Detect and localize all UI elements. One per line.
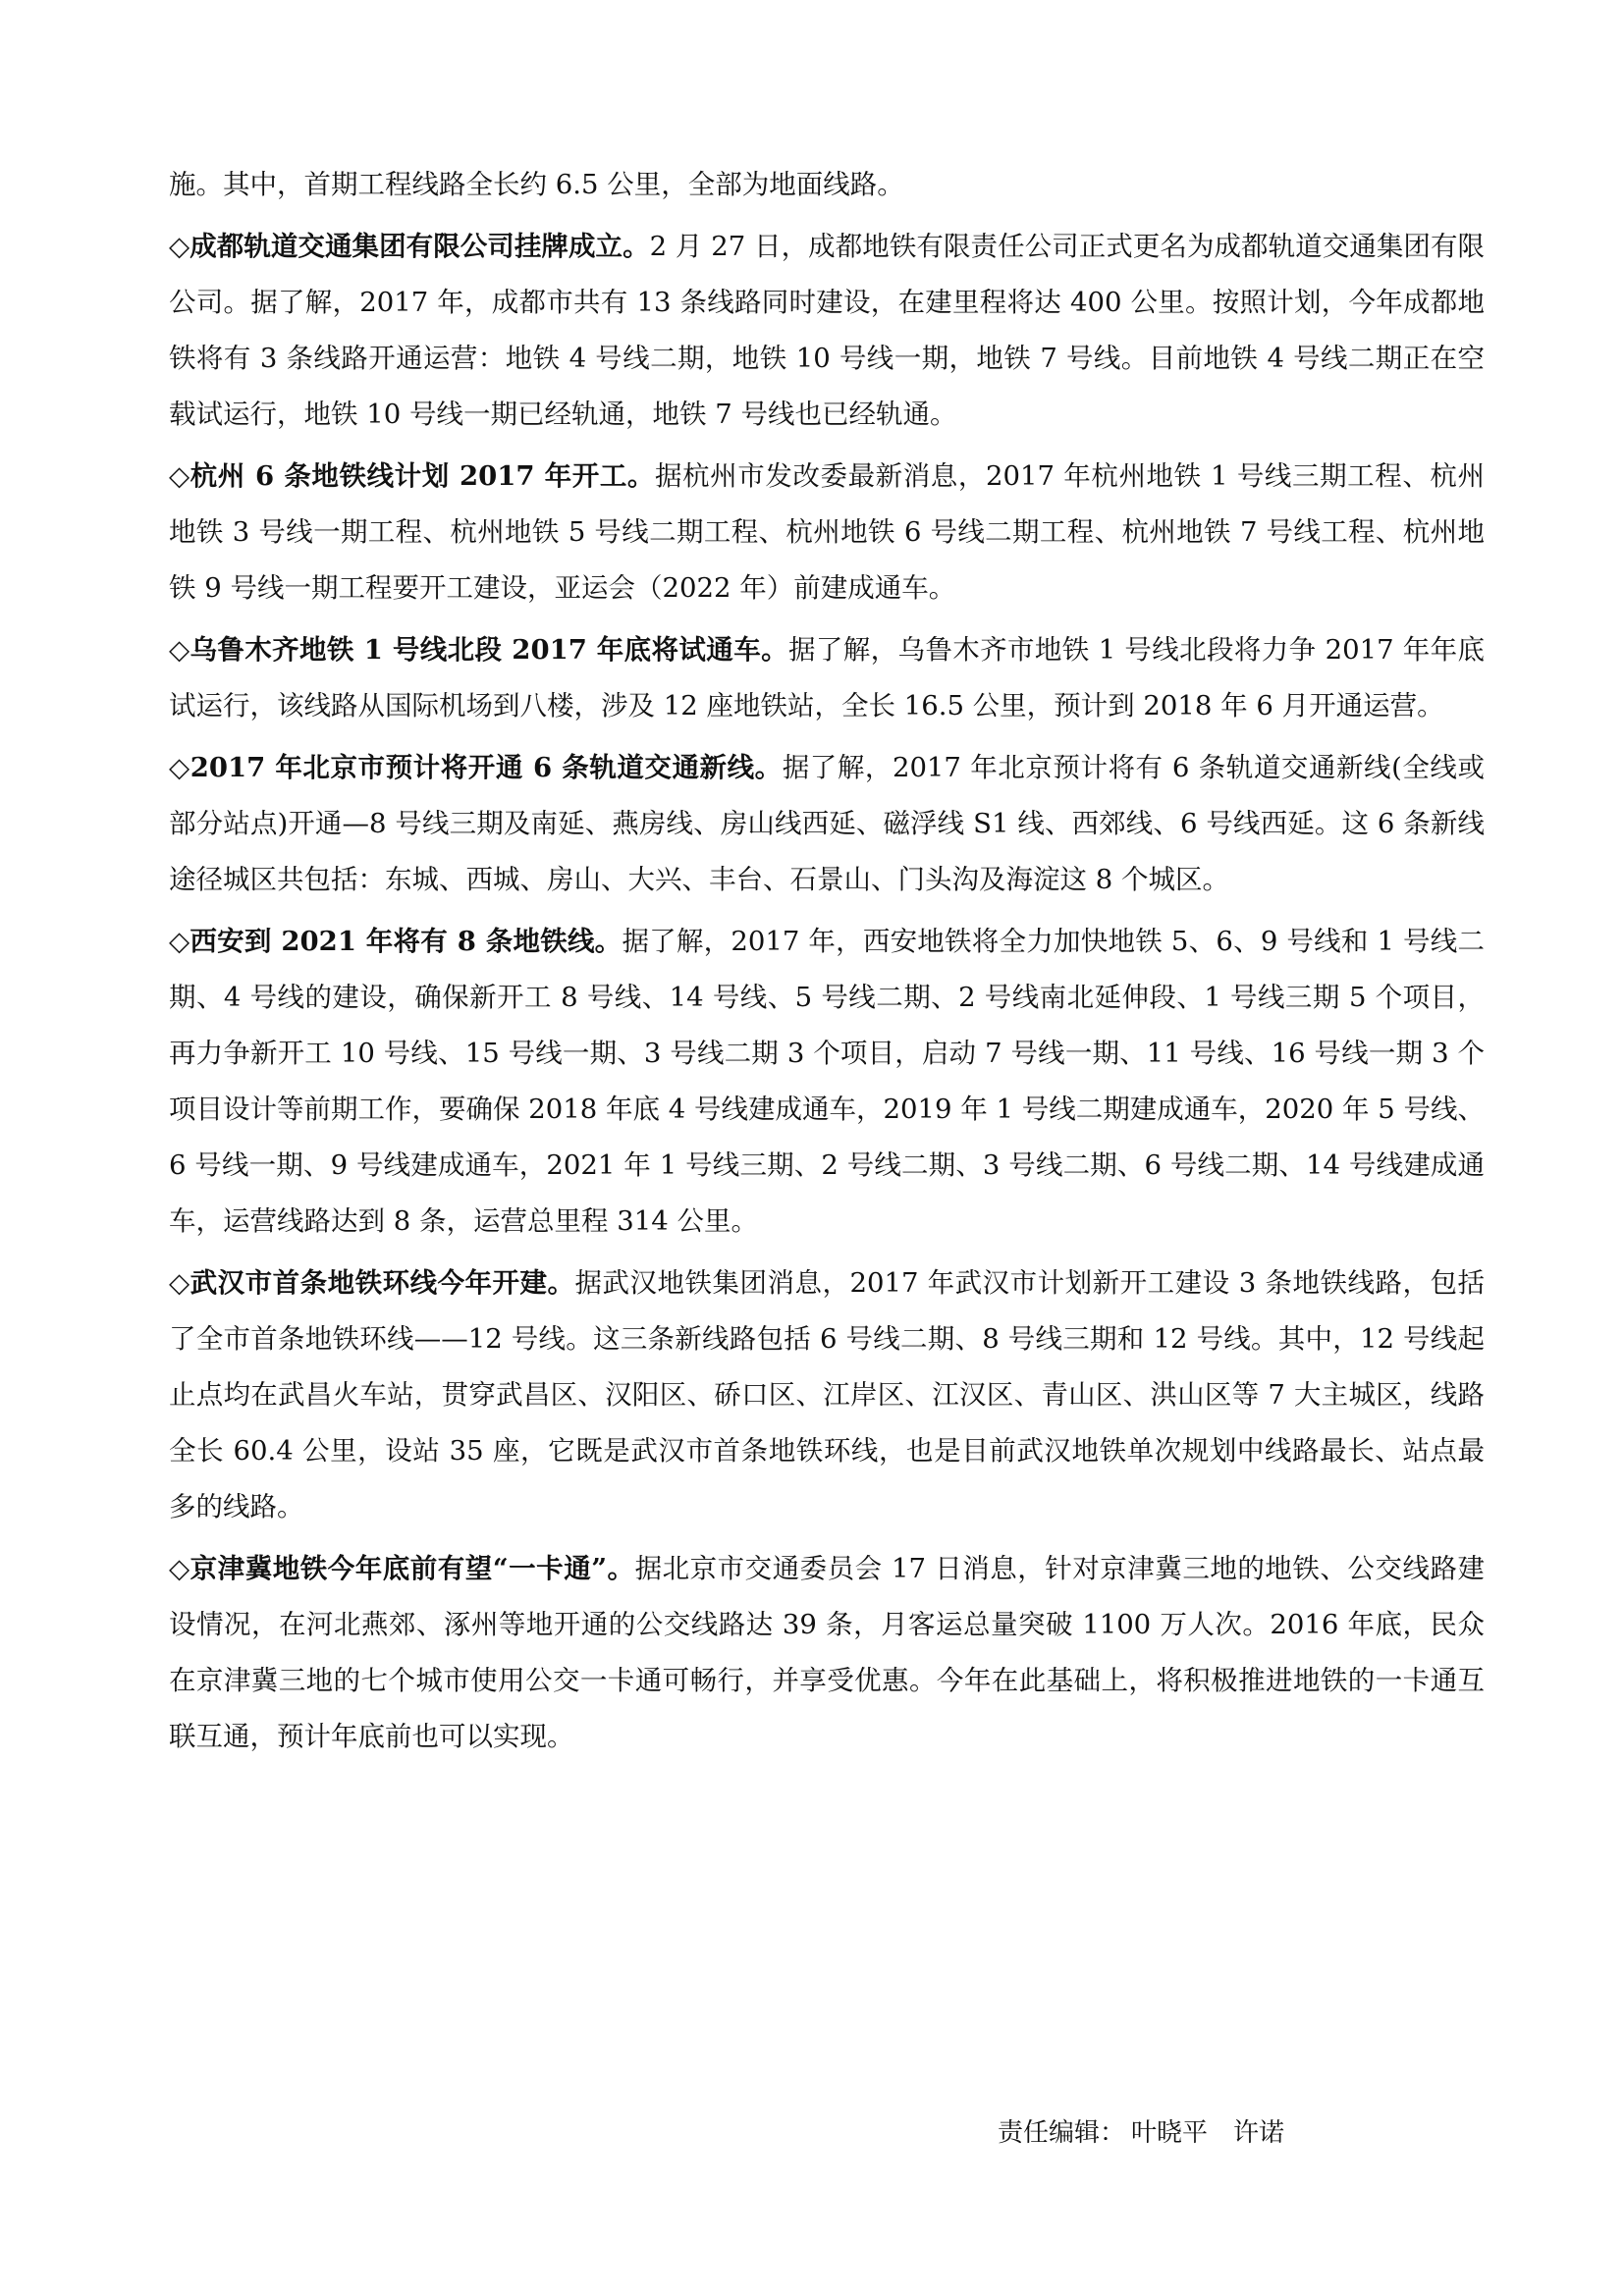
editor-names: 叶晓平 许诺 xyxy=(1131,2118,1285,2148)
paragraph-text: 据了解，乌鲁木齐市地铁 1 号线北段将力争 2017 年年底试运行，该线路从国际机场到八楼，涉及 12 座地铁站，全长 16.5 公里，预计到 2018 年 6 月开通运营。 xyxy=(169,634,1485,721)
paragraph-beijing xyxy=(169,740,1485,908)
paragraph-text: 据了解，2017 年，西安地铁将全力加快地铁 5、6、9 号线和 1 号线二期、4 号线的建设，确保新开工 8 号线、14 号线、5 号线二期、2 号线南北延伸段、1 号线三期 5 个项目，再力争新开工 10 号线、15 号线一期、3 号线二期 3 个项目，启动 7 号线一期、11 号线、16 号线一期 3 个项目设计等前期工作，要确保 2018 年底 4 号线建成通车，2019 年 1 号线二期建成通车，2020 年 5 号线、6 号线一期、9 号线建成通车，2021 年 1 号线三期、2 号线二期、3 号线二期、6 号线二期、14 号线建成通车，运营线路达到 8 条，运营总里程 314 公里。 xyxy=(169,926,1485,1237)
article-body xyxy=(169,157,1485,1765)
paragraph-chengdu xyxy=(169,219,1485,443)
paragraph-wuhan xyxy=(169,1255,1485,1535)
paragraph-lead: ◇杭州 6 条地铁线计划 2017 年开工。 xyxy=(169,460,655,492)
paragraph-lead: ◇西安到 2021 年将有 8 条地铁线。 xyxy=(169,926,623,957)
paragraph-text: 据杭州市发改委最新消息，2017 年杭州地铁 1 号线三期工程、杭州地铁 3 号线一期工程、杭州地铁 5 号线二期工程、杭州地铁 6 号线二期工程、杭州地铁 7 号线工程、杭州地铁 9 号线一期工程要开工建设，亚运会（2022 年）前建成通车。 xyxy=(169,460,1485,604)
paragraph-urumqi xyxy=(169,622,1485,734)
paragraph-lead: ◇成都轨道交通集团有限公司挂牌成立。 xyxy=(169,231,650,262)
paragraph-jingjinji xyxy=(169,1541,1485,1765)
editor-label: 责任编辑： xyxy=(998,2118,1126,2148)
paragraph-text: 据北京市交通委员会 17 日消息，针对京津冀三地的地铁、公交线路建设情况，在河北燕郊、涿州等地开通的公交线路达 39 条，月客运总量突破 1100 万人次。2016 年底，民众在京津冀三地的七个城市使用公交一卡通可畅行，并享受优惠。今年在此基础上，将积极推进地铁的一卡通互联互通，预计年底前也可以实现。 xyxy=(169,1553,1485,1752)
editor-credit xyxy=(998,2113,1284,2153)
paragraph-lead: ◇乌鲁木齐地铁 1 号线北段 2017 年底将试通车。 xyxy=(169,634,788,666)
paragraph-text: 据武汉地铁集团消息，2017 年武汉市计划新开工建设 3 条地铁线路，包括了全市首条地铁环线——12 号线。这三条新线路包括 6 号线二期、8 号线三期和 12 号线。其中，12 号线起止点均在武昌火车站，贯穿武昌区、汉阳区、硚口区、江岸区、江汉区、青山区、洪山区等 7 大主城区，线路全长 60.4 公里，设站 35 座，它既是武汉市首条地铁环线，也是目前武汉地铁单次规划中线路最长、站点最多的线路。 xyxy=(169,1267,1485,1522)
paragraph-lead: ◇京津冀地铁今年底前有望“一卡通”。 xyxy=(169,1553,635,1584)
paragraph-lead: ◇2017 年北京市预计将开通 6 条轨道交通新线。 xyxy=(169,752,783,783)
paragraph-hangzhou xyxy=(169,449,1485,616)
paragraph-lead: ◇武汉市首条地铁环线今年开建。 xyxy=(169,1267,575,1299)
paragraph-text: 据了解，2017 年北京预计将有 6 条轨道交通新线(全线或部分站点)开通—8 号线三期及南延、燕房线、房山线西延、磁浮线 S1 线、西郊线、6 号线西延。这 6 条新线途径城区共包括：东城、西城、房山、大兴、丰台、石景山、门头沟及海淀这 8 个城区。 xyxy=(169,752,1485,895)
paragraph-xian xyxy=(169,914,1485,1250)
paragraph-text: 2 月 27 日，成都地铁有限责任公司正式更名为成都轨道交通集团有限公司。据了解，2017 年，成都市共有 13 条线路同时建设，在建里程将达 400 公里。按照计划，今年成都地铁将有 3 条线路开通运营：地铁 4 号线二期，地铁 10 号线一期，地铁 7 号线。目前地铁 4 号线二期正在空载试运行，地铁 10 号线一期已经轨通，地铁 7 号线也已经轨通。 xyxy=(169,231,1485,430)
paragraph-continuation xyxy=(169,157,1485,213)
paragraph-text: 施。其中，首期工程线路全长约 6.5 公里，全部为地面线路。 xyxy=(169,169,904,200)
